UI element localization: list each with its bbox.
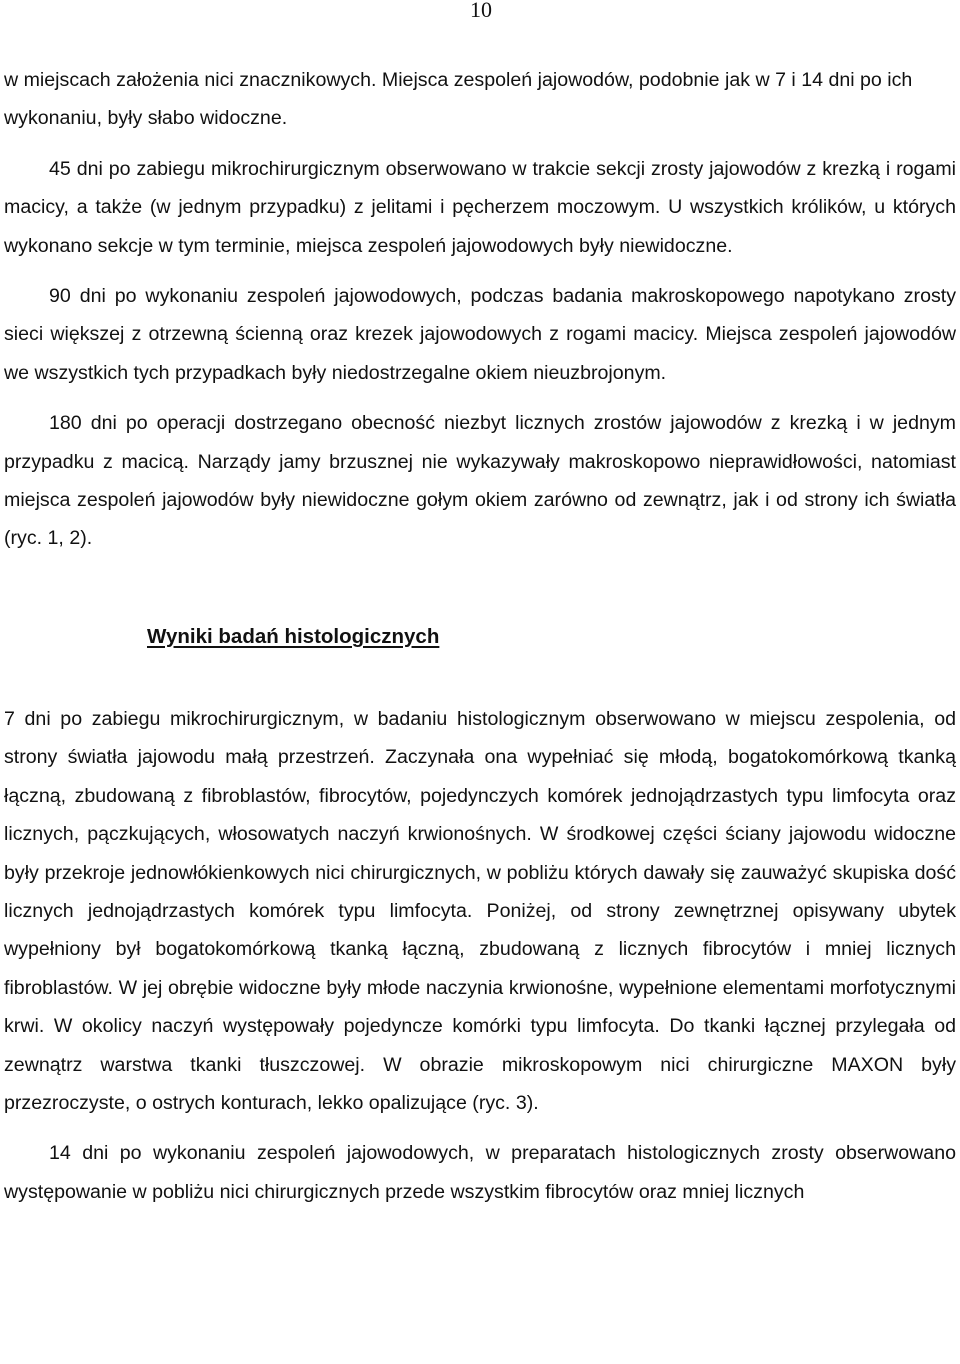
paragraph-14-days-histology: 14 dni po wykonaniu zespoleń jajowodowych, w preparatach histologicznych zrosty obserwowano występowanie w pobliżu nici chirurgicznych przede wszystkim fibrocytów oraz mniej licznych xyxy=(4,1142,956,1203)
section-heading-histology: Wyniki badań histologicznych xyxy=(147,624,440,648)
paragraph-45-days: 45 dni po zabiegu mikrochirurgicznym obserwowano w trakcie sekcji zrosty jajowodów z krezką i rogami macicy, a także (w jednym przypadku) z jelitami i pęcherzem moczowym. U wszystkich królików, u których wykonano sekcje w tym terminie, miejsca zespoleń jajowodowych były niewidoczne. xyxy=(4,157,956,257)
page-number: 10 xyxy=(470,0,492,22)
paragraph-7-days-histology: 7 dni po zabiegu mikrochirurgicznym, w badaniu histologicznym obserwowano w miejscu zespolenia, od strony światła jajowodu małą przestrzeń. Zaczynała ona wypełniać się młodą, bogatokomórkową tkanką łączną, zbudowaną z fibroblastów, fibrocytów, pojedynczych komórek jednojądrzastych typu limfocyta oraz licznych, pączkujących, włosowatych naczyń krwionośnych. W środkowej części ściany jajowodu widoczne były przekroje jednowłókienkowych nici chirurgicznych, w pobliżu których dawały się zauważyć skupiska dość licznych jednojądrzastych komórek typu limfocyta. Poniżej, od strony zewnętrznej opisywany ubytek wypełniony był bogatokomórkową tkanką łączną, zbudowaną z licznych fibrocytów i mniej licznych fibroblastów. W jej obrębie widoczne były młode naczynia krwionośne, wypełnione elementami morfotycznymi krwi. W okolicy naczyń występowały pojedyncze komórki typu limfocyta. Do tkanki łącznej przylegała od zewnątrz warstwa tkanki tłuszczowej. W obrazie mikroskopowym nici chirurgiczne MAXON były przezroczyste, o ostrych konturach, lekko opalizujące (ryc. 3). xyxy=(4,707,956,1114)
paragraph-90-days: 90 dni po wykonaniu zespoleń jajowodowych, podczas badania makroskopowego napotykano zrosty sieci większej z otrzewną ścienną oraz krezek jajowodowych z rogami macicy. Miejsca zespoleń jajowodów we wszystkich tych przypadkach były niedostrzegalne okiem nieuzbrojonym. xyxy=(4,285,956,384)
paragraph-180-days: 180 dni po operacji dostrzegano obecność niezbyt licznych zrostów jajowodów z krezką i w jednym przypadku z macicą. Narządy jamy brzusznej nie wykazywały makroskopowo nieprawidłowości, natomiast miejsca zespoleń jajowodów były niewidoczne gołym okiem zarówno od zewnątrz, jak i od strony ich światła (ryc. 1, 2). xyxy=(4,412,956,550)
document-body xyxy=(4,61,956,1211)
paragraph-continuation: w miejscach założenia nici znacznikowych. Miejsca zespoleń jajowodów, podobnie jak w 7 i 14 dni po ich wykonaniu, były słabo widoczne. xyxy=(4,69,913,130)
